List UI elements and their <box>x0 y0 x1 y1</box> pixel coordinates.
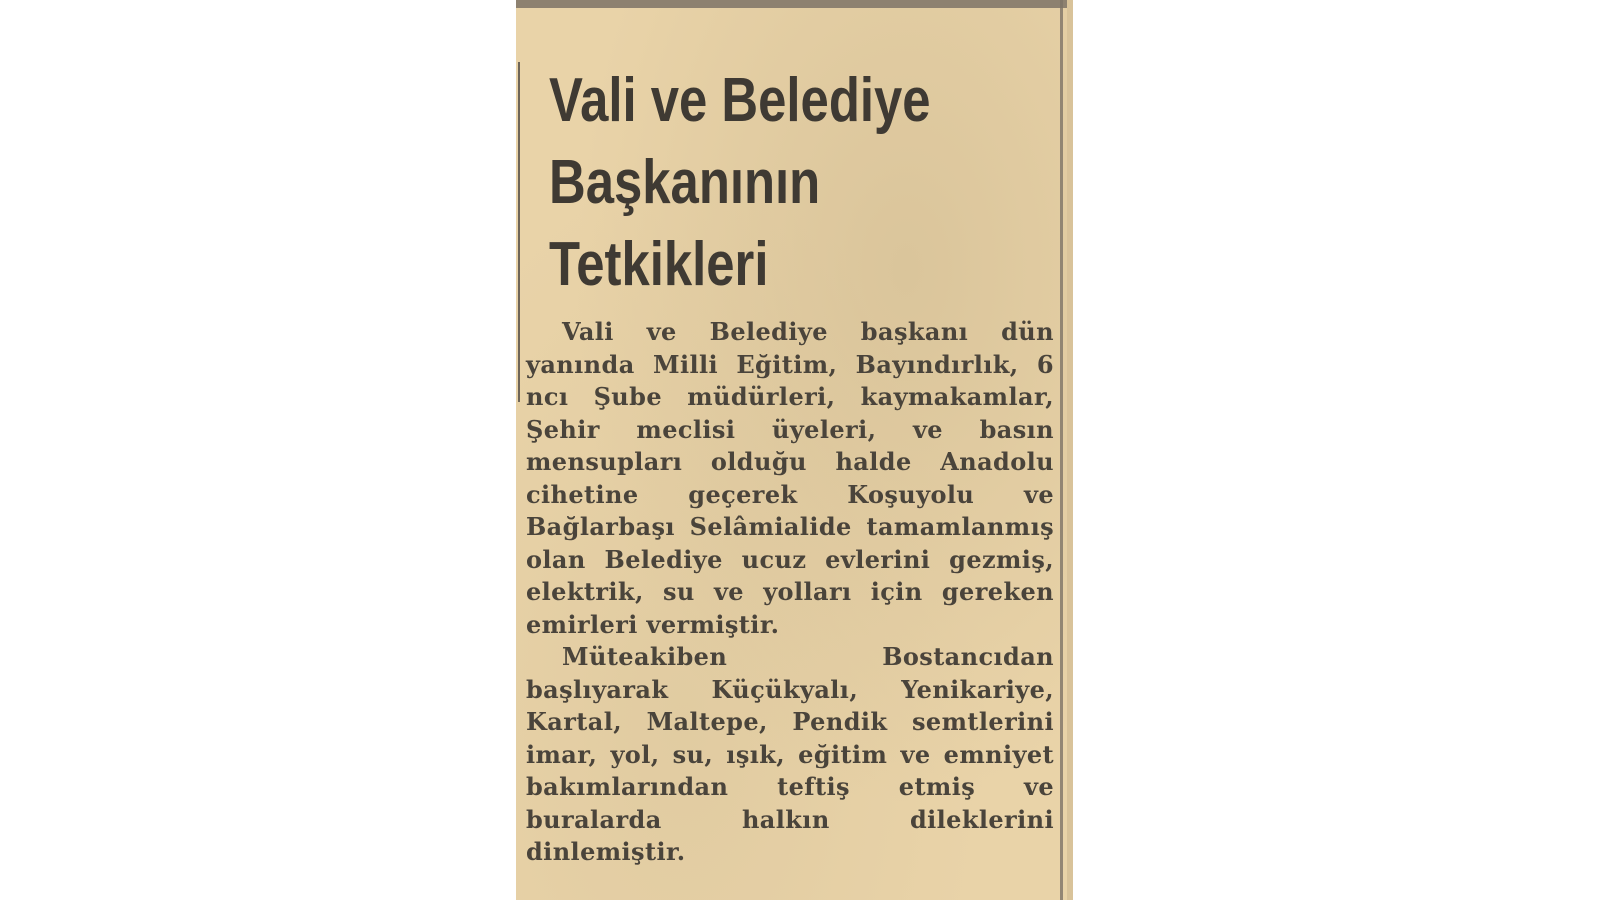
right-column-rule <box>1060 0 1063 900</box>
headline-line-2: Başkanının <box>549 148 821 217</box>
paper-right-edge <box>1067 0 1073 900</box>
article-paragraph-2: Müteakiben Bostancıdan başlıyarak Küçükyalı, Yenikariye, Kartal, Maltepe, Pendik semtlerini imar, yol, su, ışık, eğitim ve emniyet bakımlarından teftiş etmiş ve buralarda halkın dileklerini dinlemiştir. <box>526 642 1054 866</box>
left-column-rule <box>518 62 520 402</box>
newspaper-clipping <box>516 0 1073 900</box>
article-headline <box>549 60 934 306</box>
headline-line-1: Vali ve Belediye <box>549 66 931 135</box>
article-paragraph-1: Vali ve Belediye başkanı dün yanında Milli Eğitim, Bayındırlık, 6 ncı Şube müdürleri, kaymakamlar, Şehir meclisi üyeleri, ve basın mensupları olduğu halde Anadolu cihetine geçerek Koşuyolu ve Bağlarbaşı Selâmialide tamamlanmış olan Belediye ucuz evlerini gezmiş, elektrik, su ve yolları için gereken emirleri vermiştir. <box>526 317 1054 639</box>
headline-line-3: Tetkikleri <box>549 230 769 299</box>
top-column-rule <box>516 0 1073 8</box>
article-body <box>526 316 1054 869</box>
